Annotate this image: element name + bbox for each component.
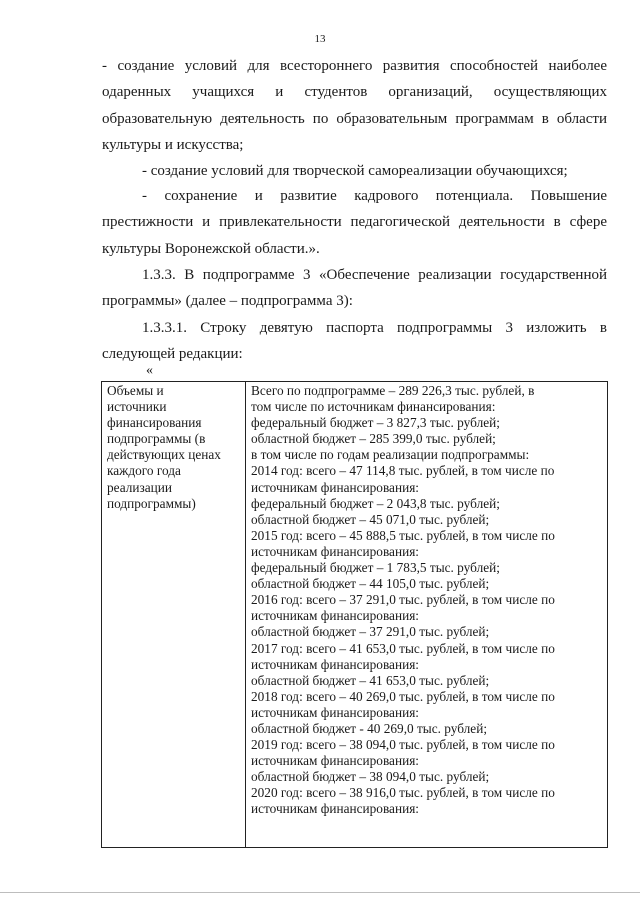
financing-line: источникам финансирования:	[251, 543, 420, 559]
financing-line: областной бюджет – 45 071,0 тыс. рублей;	[251, 511, 490, 527]
financing-line: источникам финансирования:	[251, 753, 420, 769]
passport-table	[101, 381, 608, 848]
label-line: источники	[107, 399, 167, 415]
passport-row-label	[102, 382, 246, 848]
label-line: действующих ценах	[107, 447, 221, 463]
label-line: реализации	[107, 479, 172, 495]
financing-line: 2017 год: всего – 41 653,0 тыс. рублей, в том числе по	[251, 640, 555, 656]
financing-line: источникам финансирования:	[251, 801, 420, 817]
financing-line: 2016 год: всего – 37 291,0 тыс. рублей, в том числе по	[251, 592, 555, 608]
financing-line: областной бюджет – 37 291,0 тыс. рублей;	[251, 624, 490, 640]
paragraph-passport-row: 1.3.3.1. Строку девятую паспорта подпрограммы 3 изложить в следующей редакции:	[102, 320, 607, 363]
financing-line: областной бюджет – 44 105,0 тыс. рублей;	[251, 576, 490, 592]
label-line: финансирования	[107, 415, 202, 431]
financing-line: областной бюджет – 285 399,0 тыс. рублей;	[251, 431, 496, 447]
paragraph-subprogram-3: 1.3.3. В подпрограмме 3 «Обеспечение реализации государственной программы» (далее – подпрограмма 3):	[102, 267, 607, 310]
financing-line: 2015 год: всего – 45 888,5 тыс. рублей, в том числе по	[251, 527, 555, 543]
opening-quote-mark: «	[146, 363, 153, 378]
page-number: 13	[314, 33, 326, 45]
financing-line: 2018 год: всего – 40 269,0 тыс. рублей, в том числе по	[251, 688, 555, 704]
financing-line: Всего по подпрограмме – 289 226,3 тыс. рублей, в	[251, 383, 535, 398]
paragraph-development-conditions: - создание условий для всестороннего развития способностей наиболее одаренных учащихся и студентов организаций, осуществляющих образовательную деятельность по образовательным программам в области культуры и искусства;	[102, 58, 607, 154]
financing-line: федеральный бюджет – 1 783,5 тыс. рублей;	[251, 560, 500, 576]
financing-line: в том числе по годам реализации подпрограммы:	[251, 447, 530, 463]
financing-line: источникам финансирования:	[251, 656, 420, 672]
financing-line: областной бюджет – 38 094,0 тыс. рублей;	[251, 769, 490, 785]
financing-line: 2014 год: всего – 47 114,8 тыс. рублей, в том числе по	[251, 463, 555, 479]
financing-line: областной бюджет - 40 269,0 тыс. рублей;	[251, 720, 488, 736]
label-line: Объемы и	[107, 383, 164, 398]
financing-line: федеральный бюджет – 3 827,3 тыс. рублей;	[251, 415, 500, 431]
passport-row-value	[246, 382, 608, 848]
label-line: подпрограммы)	[107, 495, 196, 511]
financing-line: источникам финансирования:	[251, 479, 420, 495]
table-row	[102, 382, 608, 848]
financing-line: том числе по источникам финансирования:	[251, 399, 496, 415]
financing-line: 2019 год: всего – 38 094,0 тыс. рублей, в том числе по	[251, 737, 555, 753]
financing-line: областной бюджет – 41 653,0 тыс. рублей;	[251, 672, 490, 688]
paragraph-personnel-potential: - сохранение и развитие кадрового потенциала. Повышение престижности и привлекательности педагогической деятельности в сфере культуры Воронежской области.».	[102, 188, 607, 257]
financing-line: источникам финансирования:	[251, 608, 420, 624]
financing-line: источникам финансирования:	[251, 704, 420, 720]
label-line: каждого года	[107, 463, 181, 479]
financing-line: 2020 год: всего – 38 916,0 тыс. рублей, в том числе по	[251, 785, 555, 801]
label-line: подпрограммы (в	[107, 431, 206, 447]
financing-line: федеральный бюджет – 2 043,8 тыс. рублей;	[251, 495, 500, 511]
bottom-divider	[0, 892, 640, 893]
paragraph-self-realization: - создание условий для творческой самореализации обучающихся;	[142, 163, 568, 179]
